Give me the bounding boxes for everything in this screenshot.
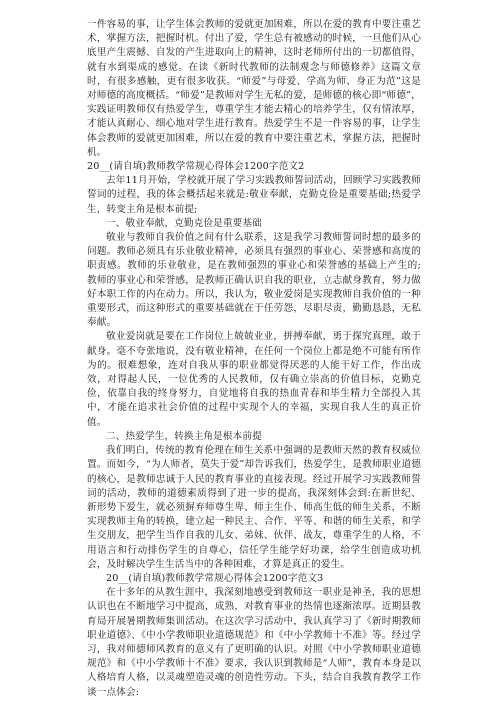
section-heading-1: 一、敬业奉献，克勤克俭是重要基础 bbox=[106, 217, 262, 229]
paragraph-5: 我们明白，传统的教育伦理在师生关系中强调的是教师天然的教育权威位置。而如今，“为人师者，莫失于爱”却告诉我们，热爱学生，是教师职业道德的核心，是教师忠诚于人民的教育事业的直接表现。经过开展学习实践教师誓词的活动，教师的道德素质得到了进一步的提高，我深刻体会到:在新世纪、新形势下爱生，就必须摒弃师尊生卑、师主生仆、师高生低的师生关系，不断实现教师主角的转换，建立起一种民主、合作、平等、和谐的师生关系，和学生交朋友，把学生当作自我的儿女、弟妹、伙伴、战友，尊重学生的人格，不用语言和行动排伤学生的自尊心，信任学生能学好功课，给学生创造成功机会，及时解决学生生活当中的各种困难，才算是真正的爱生。 bbox=[87, 445, 421, 570]
document-page bbox=[87, 18, 421, 700]
paragraph-3: 敬业与教师自我价值之间有什么联系，这是我学习教师誓词时想的最多的问题。教师必须具有乐业敬业精神，必须具有强烈的事业心、荣誉感和高度的职责感。教师的乐业敬业，是在教师强烈的事业心和荣誉感的基础上产生的;教师的事业心和荣誉感，是教师正确认识自我的职业，立志献身教育，努力做好本职工作的内在动力。所以，我认为，敬业爱岗是实现教师自我价值的一种重要形式，而这种形式的重要基础就在于任劳怨，尽职尽责，勤勤恳恳，无私奉献。 bbox=[87, 232, 421, 329]
essay-heading-3: 20__(请自填)教师教学常规心得体会1200字范文3 bbox=[106, 572, 324, 584]
paragraph-4: 敬业爱岗就是要在工作岗位上兢兢业业，拼搏奉献，勇于探究真理，敢于献身。毫不夸张地说，没有敬业精神，在任何一个岗位上都是绝不可能有所作为的。很难想象，连对自我从事的职业都觉得厌恶的人能干好工作，作出成效，对得起人民，一位优秀的人民教师，仅有确立崇高的价值目标，克勤克俭，依靠自我的终身努力，自觉地将自我的热血青春和毕生精力全部投入其中，才能在追求社会价值的过程中实现个人的幸福，实现自我人生的真正价值。 bbox=[87, 331, 421, 428]
section-heading-2: 二、热爱学生，转换主角是根本前提 bbox=[106, 430, 262, 442]
paragraph-6: 在十多年的从教生涯中，我深刻地感受到教师这一职业是神圣，我的思想认识也在不断地学习中提高，成熟，对教育事业的热情也逐渐浓厚。近期县教育局开展暑期教师集训活动。在这次学习活动中，我认真学习了《新时期教师职业道德》、《中小学教师职业道德规范》和《中小学教师十不准》等。经过学习，我对师德师风教育的意义有了更明确的认识。对照《中小学教师职业道德规范》和《中小学教师十不准》要求，我认识到教师是“人师”，教育本身是以人格培育人格，以灵魂塑造灵魂的创造性劳动。下头，结合自我教育教学工作谈一点体会: bbox=[87, 587, 421, 698]
paragraph-1: 一件容易的事，让学生体会教师的爱就更加困难，所以在爱的教育中要注重艺术，掌握方法，把握时机。付出了爱，学生总有被感动的时候，一旦他们从心底里产生震撼、自发的产生进取向上的精神，这时老师所付出的一切都值得，就有水到渠成的感觉。在读《新时代教师的法制观念与师德修养》这篇文章时，有很多感触，更有很多收获。“师爱”与母爱、学高为师、身正为范”这是对师德的高度概括。“师爱”是教师对学生无私的爱，是师德的核心即“师德”，实践证明教师仅有热爱学生，尊重学生才能去精心的培养学生，仅有情浓厚，才能认真耐心、细心地对学生进行教育。热爱学生不是一件容易的事，让学生体会教师的爱就更加困难，所以在爱的教育中要注重艺术，掌握方法，把握时机。 bbox=[87, 19, 421, 158]
paragraph-2: 去年11月开始，学校就开展了学习实践教师誓词活动，回顾学习实践教师誓词的过程，我的体会概括起来就是:敬业奉献，克勤克俭是重要基础;热爱学生，转变主角是根本前提; bbox=[87, 175, 421, 215]
essay-heading-2: 20__(请自填)教师教学常规心得体会1200字范文2 bbox=[87, 161, 305, 173]
